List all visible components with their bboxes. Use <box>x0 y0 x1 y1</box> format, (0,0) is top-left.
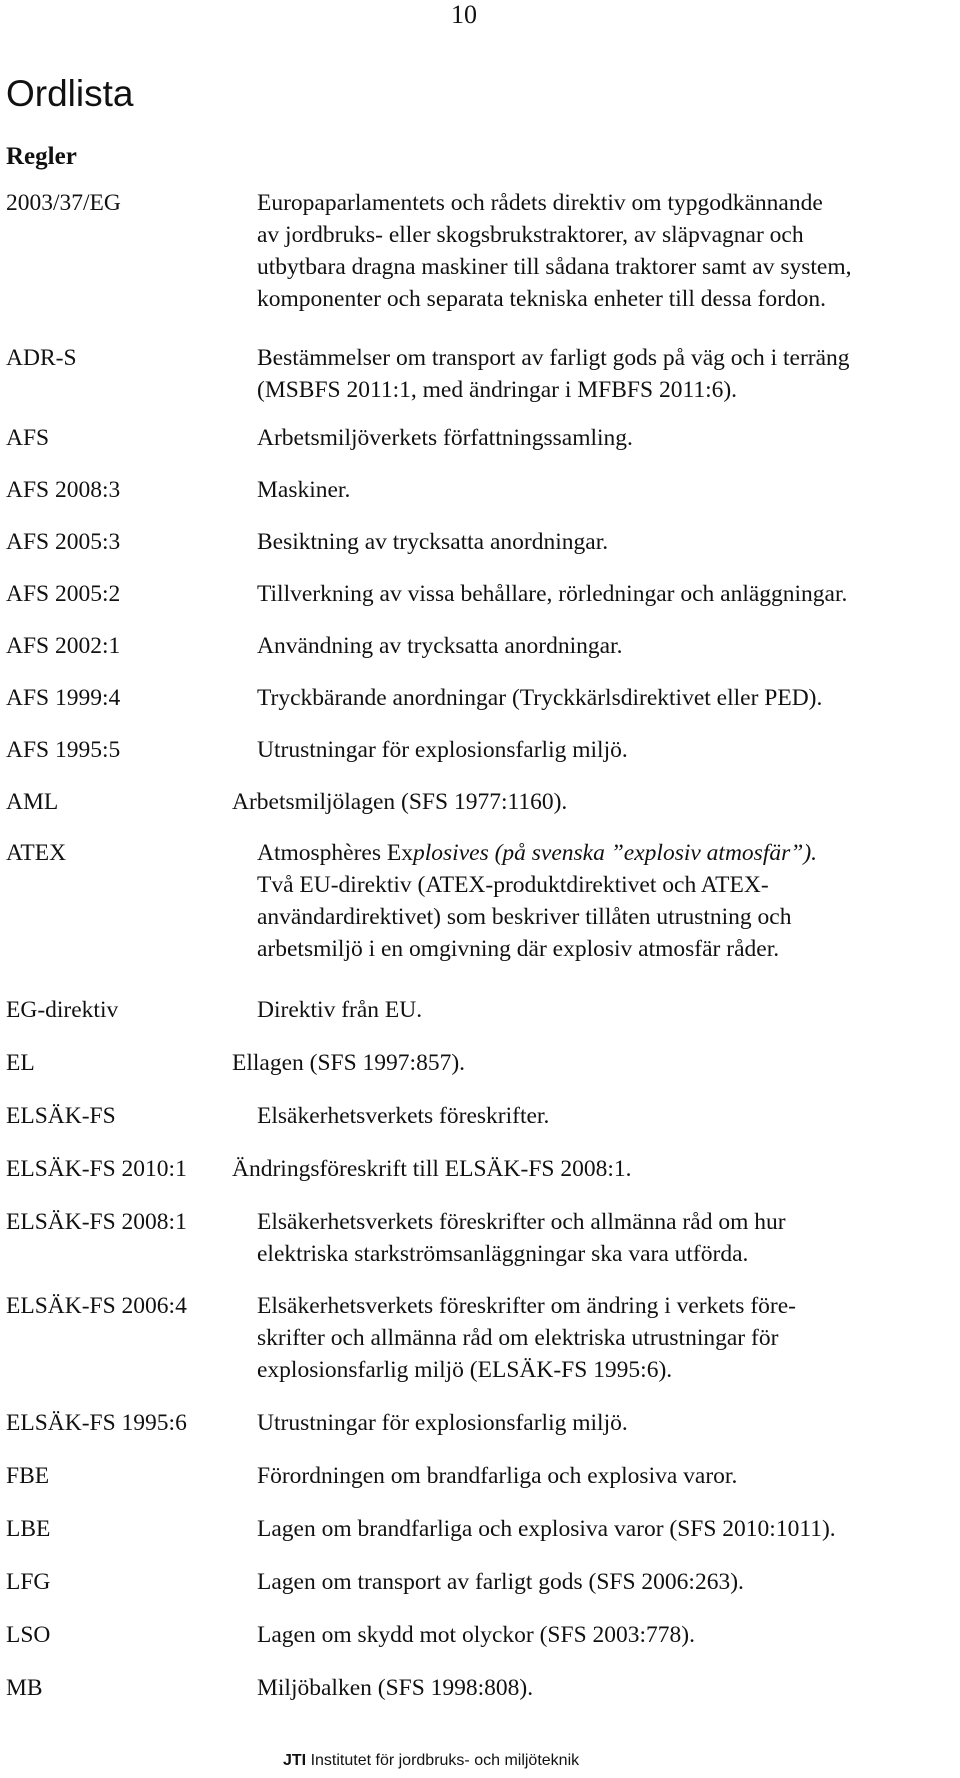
definition-line: Besiktning av trycksatta anordningar. <box>257 529 609 555</box>
glossary-term: 2003/37/EG <box>6 190 121 216</box>
page-title: Ordlista <box>6 73 134 114</box>
definition-line: Maskiner. <box>257 477 351 503</box>
page-number: 10 <box>451 0 477 29</box>
definition-fragment: plosives (på svenska ”explosiv atmosfär”). <box>413 840 818 866</box>
glossary-term: ADR-S <box>6 345 77 371</box>
glossary-term: AML <box>6 789 59 815</box>
definition-line: Två EU-direktiv (ATEX-produktdirektivet och ATEX- <box>257 872 769 898</box>
glossary-term: ELSÄK-FS <box>6 1103 116 1129</box>
definition-line: Arbetsmiljölagen (SFS 1977:1160). <box>232 789 568 815</box>
glossary-definition <box>257 1407 628 1439</box>
glossary-definition <box>257 1566 744 1598</box>
definition-line: elektriska starkströmsanläggningar ska vara utförda. <box>257 1241 749 1267</box>
glossary-definition <box>257 474 350 506</box>
glossary-term: ELSÄK-FS 2008:1 <box>6 1209 187 1235</box>
glossary-term: AFS 2005:3 <box>6 529 121 555</box>
definition-line: av jordbruks- eller skogsbrukstraktorer, av släpvagnar och <box>257 222 804 248</box>
glossary-term: ATEX <box>6 840 67 866</box>
glossary-definition <box>257 342 850 406</box>
footer-org-abbr: JTI <box>283 1752 307 1769</box>
glossary-definition <box>257 1460 737 1492</box>
glossary-term: LBE <box>6 1516 51 1542</box>
definition-line: Användning av trycksatta anordningar. <box>257 633 623 659</box>
glossary-term: LSO <box>6 1622 51 1648</box>
glossary-definition <box>257 422 633 454</box>
definition-line: Miljöbalken (SFS 1998:808). <box>257 1675 534 1701</box>
definition-line: användardirektivet) som beskriver tillåten utrustning och <box>257 904 792 930</box>
definition-line: Direktiv från EU. <box>257 997 423 1023</box>
glossary-definition <box>232 1047 465 1079</box>
definition-line: arbetsmiljö i en omgivning där explosiv atmosfär råder. <box>257 936 780 962</box>
definition-line: skrifter och allmänna råd om elektriska utrustningar för <box>257 1325 779 1351</box>
glossary-term: ELSÄK-FS 1995:6 <box>6 1410 187 1436</box>
definition-line: Utrustningar för explosionsfarlig miljö. <box>257 1410 628 1436</box>
definition-line: Utrustningar för explosionsfarlig miljö. <box>257 737 628 763</box>
definition-line: Elsäkerhetsverkets föreskrifter och allmänna råd om hur <box>257 1209 786 1235</box>
glossary-definition <box>257 1100 549 1132</box>
glossary-definition <box>232 1153 632 1185</box>
definition-line: Tryckbärande anordningar (Tryckkärlsdirektivet eller PED). <box>257 685 823 711</box>
definition-fragment: Atmosphères Ex <box>257 840 413 866</box>
glossary-term: AFS 1999:4 <box>6 685 121 711</box>
definition-line: Europaparlamentets och rådets direktiv om typgodkännande <box>257 190 823 216</box>
glossary-definition <box>257 734 628 766</box>
glossary-definition <box>257 578 847 610</box>
glossary-definition <box>257 187 852 315</box>
definition-line: (MSBFS 2011:1, med ändringar i MFBFS 2011:6). <box>257 377 738 403</box>
glossary-definition <box>257 1619 695 1651</box>
definition-line: Tillverkning av vissa behållare, rörledningar och anläggningar. <box>257 581 848 607</box>
glossary-definition <box>257 837 817 965</box>
glossary-definition <box>257 526 608 558</box>
definition-line: Lagen om skydd mot olyckor (SFS 2003:778). <box>257 1622 695 1648</box>
page-footer <box>283 1752 579 1770</box>
glossary-term: AFS 2002:1 <box>6 633 121 659</box>
glossary-definition <box>232 786 567 818</box>
glossary-term: FBE <box>6 1463 50 1489</box>
glossary-definition <box>257 682 822 714</box>
glossary-definition <box>257 630 622 662</box>
section-heading: Regler <box>6 143 77 170</box>
glossary-term: EG-direktiv <box>6 997 119 1023</box>
definition-line: Lagen om transport av farligt gods (SFS 2006:263). <box>257 1569 744 1595</box>
definition-line: explosionsfarlig miljö (ELSÄK-FS 1995:6). <box>257 1357 673 1383</box>
definition-line: Ändringsföreskrift till ELSÄK-FS 2008:1. <box>232 1156 632 1182</box>
glossary-term: AFS 2005:2 <box>6 581 121 607</box>
glossary-term: AFS 1995:5 <box>6 737 121 763</box>
definition-line: Elsäkerhetsverkets föreskrifter. <box>257 1103 550 1129</box>
glossary-term: AFS 2008:3 <box>6 477 121 503</box>
glossary-definition <box>257 994 422 1026</box>
definition-line: Arbetsmiljöverkets författningssamling. <box>257 425 633 451</box>
glossary-definition <box>257 1513 836 1545</box>
definition-line: Ellagen (SFS 1997:857). <box>232 1050 466 1076</box>
definition-line: komponenter och separata tekniska enheter till dessa fordon. <box>257 286 827 312</box>
definition-line: Lagen om brandfarliga och explosiva varor (SFS 2010:1011). <box>257 1516 836 1542</box>
definition-line: utbytbara dragna maskiner till sådana traktorer samt av system, <box>257 254 852 280</box>
definition-line: Elsäkerhetsverkets föreskrifter om ändring i verkets före- <box>257 1293 796 1319</box>
definition-line <box>257 837 817 869</box>
footer-org-name: Institutet för jordbruks- och miljöteknik <box>310 1752 580 1769</box>
glossary-term: MB <box>6 1675 43 1701</box>
definition-line: Bestämmelser om transport av farligt gods på väg och i terräng <box>257 345 850 371</box>
glossary-definition <box>257 1672 533 1704</box>
glossary-term: ELSÄK-FS 2010:1 <box>6 1156 187 1182</box>
definition-line: Förordningen om brandfarliga och explosiva varor. <box>257 1463 738 1489</box>
glossary-term: EL <box>6 1050 35 1076</box>
glossary-term: AFS <box>6 425 50 451</box>
glossary-definition <box>257 1290 796 1386</box>
glossary-term: LFG <box>6 1569 51 1595</box>
glossary-term: ELSÄK-FS 2006:4 <box>6 1293 187 1319</box>
glossary-definition <box>257 1206 786 1270</box>
